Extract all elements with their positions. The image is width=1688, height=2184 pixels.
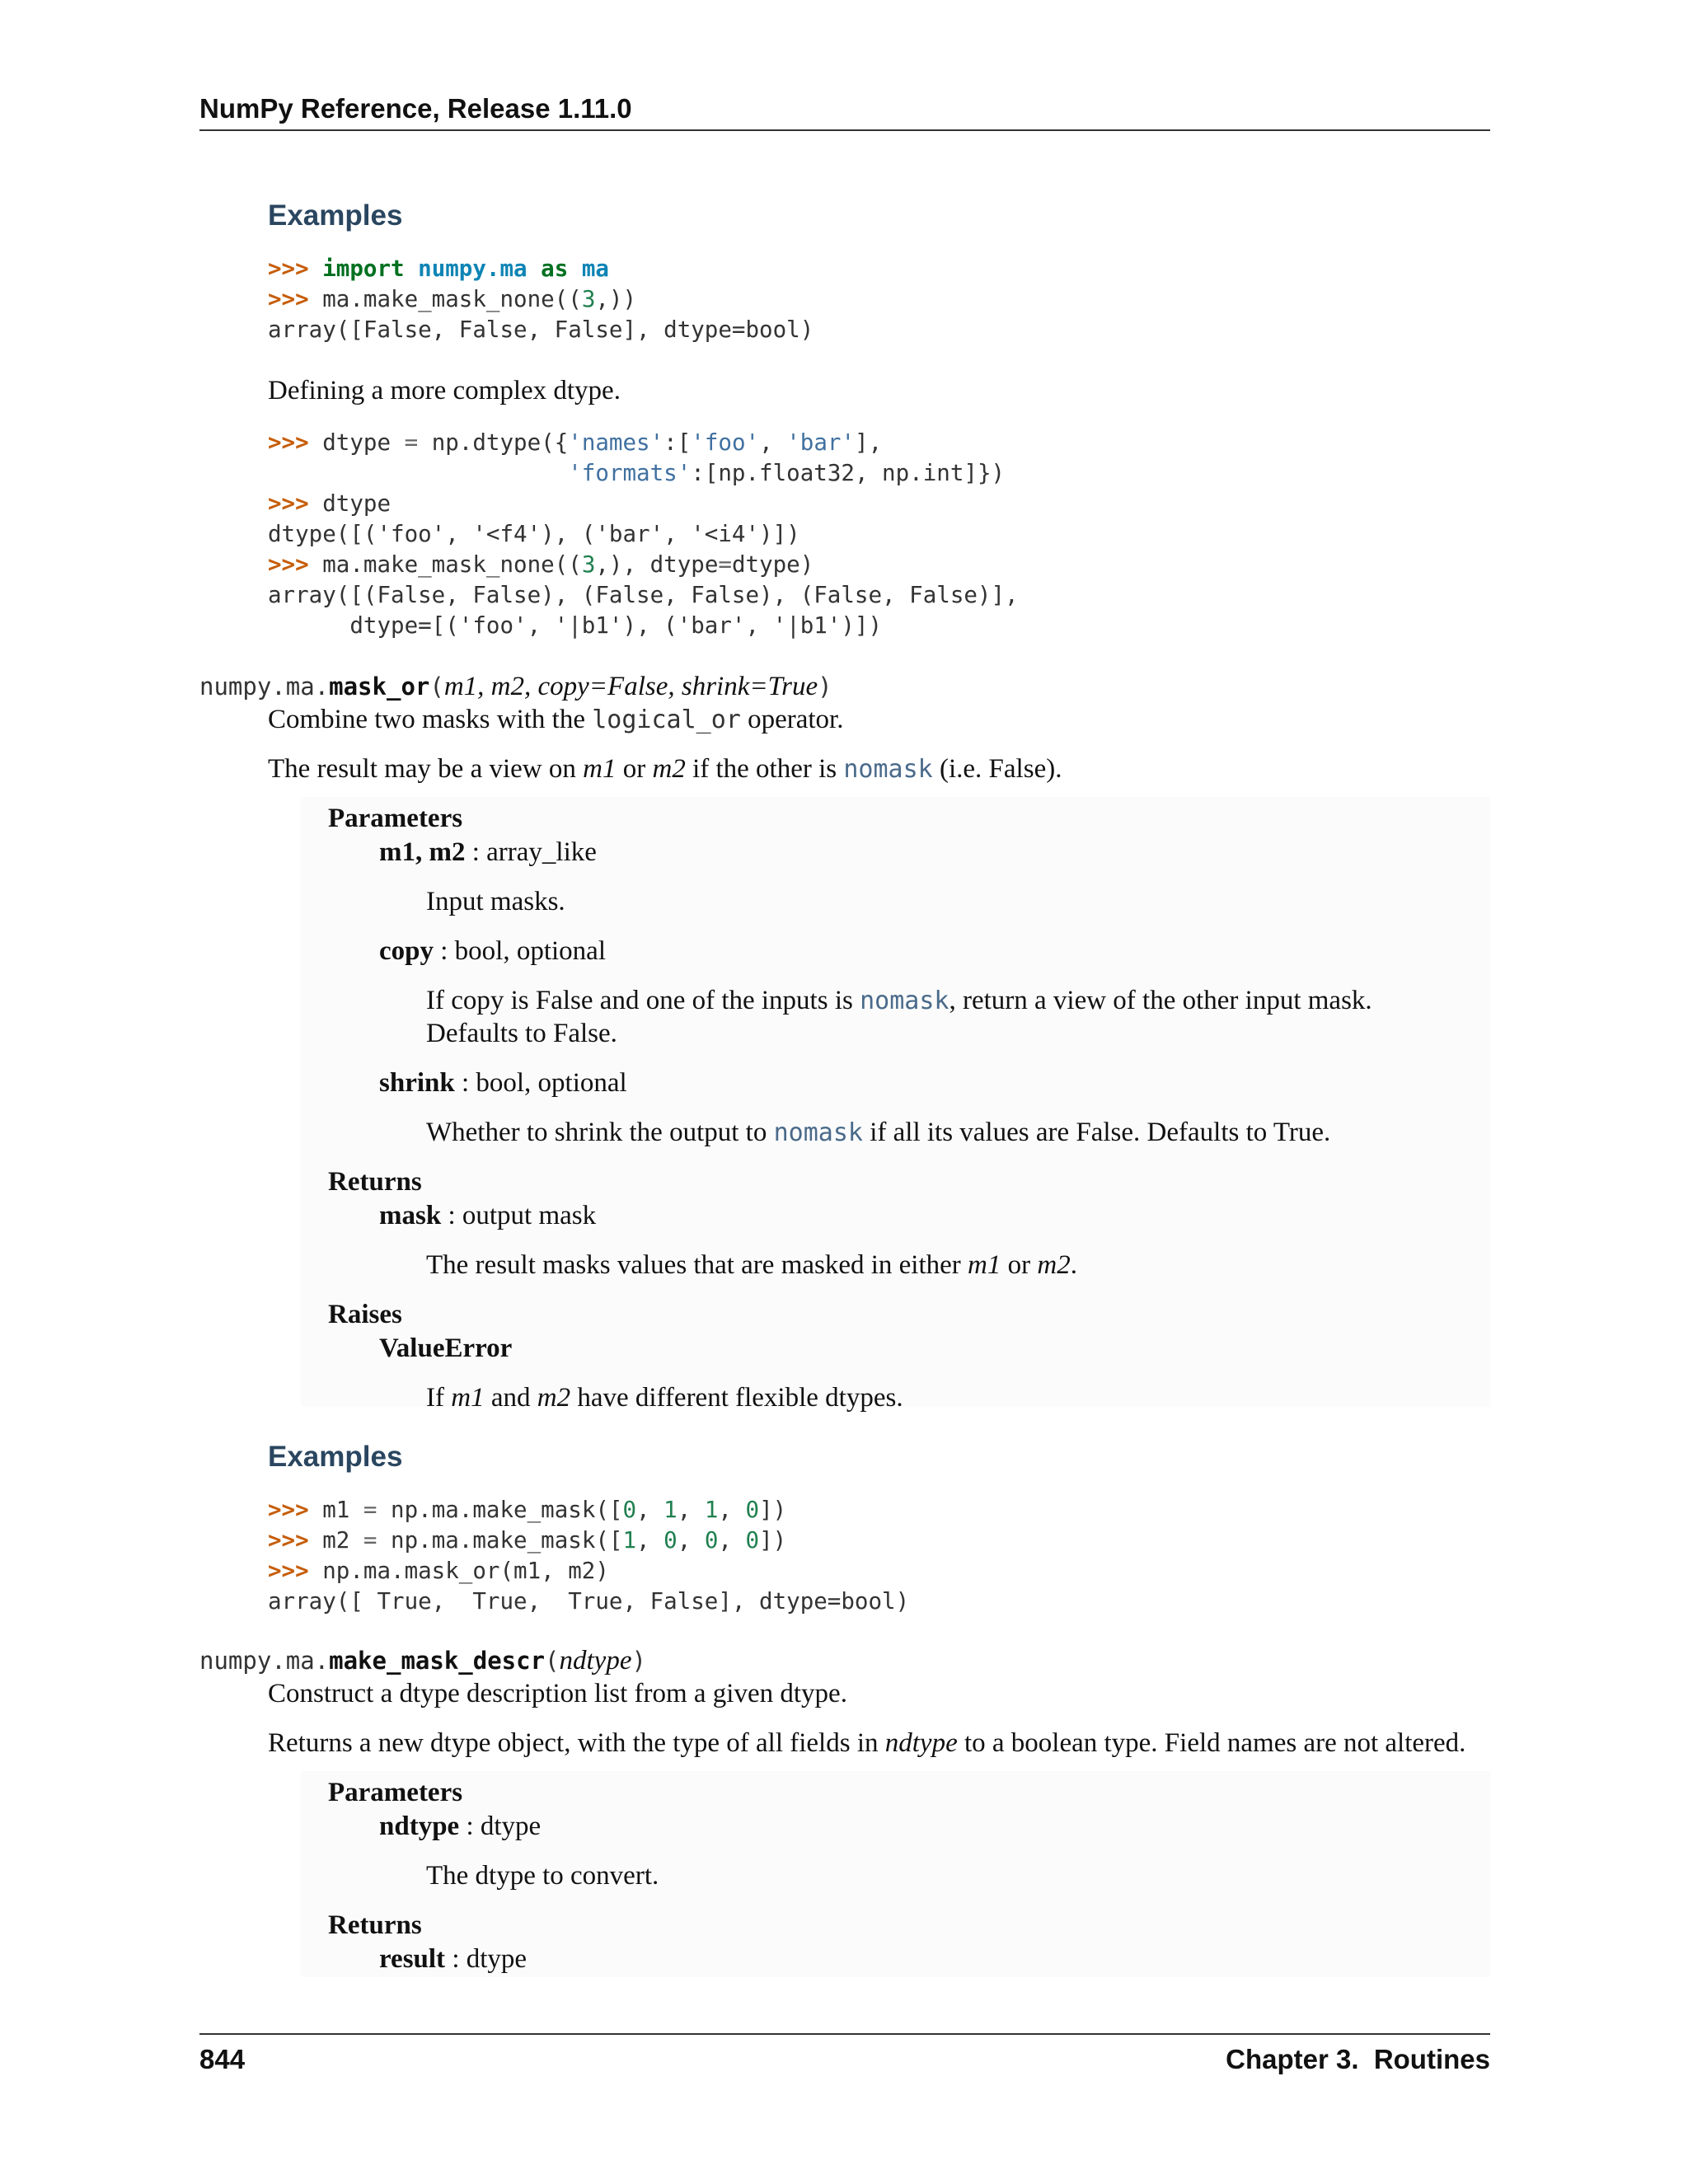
param-shrink: shrink : bool, optional <box>379 1068 627 1098</box>
param-ndtype-desc: The dtype to convert. <box>426 1861 659 1891</box>
code-block-complex-dtype: >>> dtype = np.dtype({'names':['foo', 'bar'], 'formats':[np.float32, np.int]}) >>> dtype dtype([('foo', '<f4'), ('bar', '<i4')]) >>> ma.make_mask_none((3,), dtype=dtype) array([(False, False), (False, False), (False, False)], dtype=[('foo', '|b1'), ('bar', '|b1')]) <box>268 429 1019 639</box>
code-line: array([False, False, False], dtype=bool) <box>268 316 814 343</box>
signature-module: numpy.ma. <box>199 1647 330 1675</box>
running-header: NumPy Reference, Release 1.11.0 <box>199 93 632 124</box>
code-line: >>> ma.make_mask_none((3,)) <box>268 286 637 312</box>
param-copy-desc: If copy is False and one of the inputs is nomask, return a view of the other input mask. <box>426 986 1372 1015</box>
signature-args: m1, m2, copy=False, shrink=True <box>443 672 818 701</box>
signature-make-mask-descr: numpy.ma.make_mask_descr(ndtype) <box>199 1646 646 1675</box>
chapter-title: Chapter 3. Routines <box>1226 2044 1490 2074</box>
mask-or-summary: Combine two masks with the logical_or operator. <box>268 705 844 734</box>
code-block-mask-or: >>> m1 = np.ma.make_mask([0, 1, 1, 0]) >>> m2 = np.ma.make_mask([1, 0, 0, 0]) >>> np.ma.mask_or(m1, m2) array([ True, True, True, False], dtype=bool) <box>268 1497 910 1615</box>
signature-mask-or: numpy.ma.mask_or(m1, m2, copy=False, shrink=True) <box>199 672 832 701</box>
raise-valueerror: ValueError <box>379 1333 513 1363</box>
signature-function-name: make_mask_descr <box>329 1647 546 1675</box>
parameters-label: Parameters <box>328 804 463 833</box>
raise-valueerror-desc: If m1 and m2 have different flexible dtypes. <box>426 1383 903 1413</box>
param-m1-m2: m1, m2 : array_like <box>379 837 597 867</box>
param-m1-m2-desc: Input masks. <box>426 887 565 916</box>
return-mask: mask : output mask <box>379 1201 597 1230</box>
make-mask-descr-summary: Construct a dtype description list from a given dtype. <box>268 1679 847 1708</box>
examples-heading: Examples <box>268 1441 403 1473</box>
nomask-link[interactable]: nomask <box>773 1118 863 1147</box>
param-ndtype: ndtype : dtype <box>379 1811 542 1841</box>
return-mask-desc: The result masks values that are masked in either m1 or m2. <box>426 1250 1077 1280</box>
code-line: >>> import numpy.ma as ma <box>268 255 609 282</box>
signature-module: numpy.ma. <box>199 673 330 701</box>
page-number: 844 <box>199 2044 246 2074</box>
param-shrink-desc: Whether to shrink the output to nomask if all its values are False. Defaults to True. <box>426 1118 1331 1147</box>
code-block-make-mask-none <box>268 254 814 345</box>
nomask-link[interactable]: nomask <box>860 987 950 1015</box>
nomask-link[interactable]: nomask <box>843 755 933 784</box>
header-rule <box>199 129 1490 131</box>
examples-heading: Examples <box>268 199 403 232</box>
param-copy-desc-line2: Defaults to False. <box>426 1019 617 1048</box>
mask-or-description: The result may be a view on m1 or m2 if the other is nomask (i.e. False). <box>268 754 1062 784</box>
make-mask-descr-description: Returns a new dtype object, with the type of all fields in ndtype to a boolean type. Field names are not altered. <box>268 1728 1466 1758</box>
returns-label: Returns <box>328 1167 422 1197</box>
footer-rule <box>199 2033 1490 2035</box>
signature-function-name: mask_or <box>329 673 430 701</box>
paragraph-complex-dtype: Defining a more complex dtype. <box>268 376 621 405</box>
return-result: result : dtype <box>379 1944 528 1974</box>
returns-label: Returns <box>328 1910 422 1940</box>
signature-args: ndtype <box>559 1646 632 1675</box>
raises-label: Raises <box>328 1300 402 1329</box>
parameters-label: Parameters <box>328 1778 463 1807</box>
param-copy: copy : bool, optional <box>379 936 606 966</box>
